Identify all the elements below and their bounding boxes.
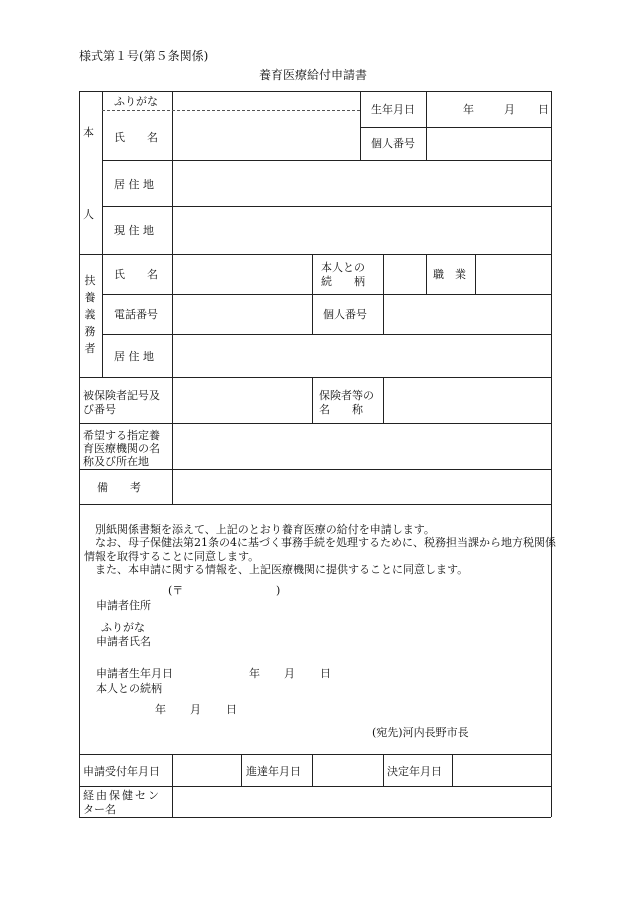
applicant-address-label: 申請者住所: [96, 599, 151, 612]
guardian-id-number-label: 個人番号: [323, 308, 367, 321]
guardian-name-field[interactable]: [173, 255, 311, 293]
applicant-birth-day-unit: 日: [320, 667, 331, 680]
health-center-label-2: ター名: [83, 803, 116, 816]
guardian-name-label: 氏 名: [114, 268, 158, 281]
declaration-paragraph-1: 別紙関係書類を添えて、上記のとおり養育医療の給付を申請します。: [95, 523, 435, 536]
applicant-birth-field[interactable]: [180, 664, 335, 680]
remarks-label: 備 考: [97, 481, 141, 494]
guardian-section-label: 扶 養 義 務 者: [84, 274, 96, 355]
guardian-phone-field[interactable]: [173, 295, 311, 333]
postal-close: ): [276, 584, 281, 597]
decision-date-field[interactable]: [453, 755, 550, 785]
progress-date-label: 進達年月日: [246, 765, 301, 778]
insurer-name-label-1: 保険者等の: [319, 389, 374, 402]
application-date-field[interactable]: [120, 700, 240, 716]
application-year-unit: 年: [155, 703, 166, 716]
person-current-address-field[interactable]: [173, 207, 550, 253]
facility-label-3: 称及び所在地: [83, 455, 149, 468]
application-month-unit: 月: [190, 703, 201, 716]
applicant-furigana-label: ふりがな: [101, 621, 145, 634]
person-birth-day-unit: 日: [538, 103, 549, 116]
decision-date-label: 決定年月日: [387, 765, 442, 778]
person-furigana-field[interactable]: [173, 92, 359, 109]
insurer-name-label-2: 名 称: [319, 403, 363, 416]
applicant-birth-label: 申請者生年月日: [96, 667, 173, 680]
form-title: 養育医療給付申請書: [259, 68, 368, 82]
received-date-field[interactable]: [173, 755, 240, 785]
person-residence-field[interactable]: [173, 161, 550, 205]
facility-label-1: 希望する指定養: [83, 429, 160, 442]
applicant-birth-month-unit: 月: [284, 667, 295, 680]
applicant-name-label: 申請者氏名: [96, 635, 151, 648]
addressee: (宛先)河内長野市長: [372, 726, 469, 739]
insurance-symbol-label-1: 被保険者記号及: [83, 389, 160, 402]
guardian-relation-field[interactable]: [384, 255, 425, 293]
health-center-label-1: 経由保健セン: [83, 789, 161, 802]
person-birthdate-field[interactable]: [427, 92, 550, 126]
guardian-phone-label: 電話番号: [114, 308, 158, 321]
person-name-field[interactable]: [173, 112, 359, 159]
guardian-residence-field[interactable]: [173, 335, 550, 376]
person-birthdate-label: 生年月日: [371, 103, 415, 116]
person-id-number-field[interactable]: [427, 128, 550, 159]
person-section-char-2: 人: [83, 208, 94, 221]
applicant-relation-label: 本人との続柄: [96, 682, 162, 695]
declaration-paragraph-2: なお、母子保健法第21条の4に基づく事務手続を処理するために、税務担当課から地方税関係情報を取得することに同意します。: [84, 536, 556, 563]
remarks-field[interactable]: [173, 470, 550, 503]
person-id-number-label: 個人番号: [371, 137, 415, 150]
insurance-symbol-label-2: び番号: [83, 403, 116, 416]
applicant-name-field[interactable]: [160, 618, 490, 648]
guardian-occupation-field[interactable]: [476, 255, 550, 293]
declaration-paragraph-3: また、本申請に関する情報を、上記医療機関に提供することに同意します。: [95, 563, 469, 576]
application-day-unit: 日: [226, 703, 237, 716]
guardian-relation-label-1: 本人との: [321, 261, 365, 274]
guardian-relation-label-2: 続 柄: [321, 275, 365, 288]
form-number: 様式第１号(第５条関係): [79, 49, 209, 63]
insurer-name-field[interactable]: [384, 378, 550, 422]
facility-label-2: 育医療機関の名: [83, 442, 160, 455]
person-section-char-1: 本: [83, 126, 94, 139]
postal-code-field[interactable]: [186, 582, 274, 597]
received-date-label: 申請受付年月日: [83, 765, 160, 778]
applicant-relation-field[interactable]: [172, 679, 332, 695]
person-residence-label: 居 住 地: [114, 178, 154, 191]
applicant-address-field[interactable]: [160, 596, 490, 612]
insurance-symbol-field[interactable]: [173, 378, 311, 422]
person-birth-month-unit: 月: [504, 103, 515, 116]
person-name-label: 氏 名: [114, 131, 158, 144]
progress-date-field[interactable]: [313, 755, 382, 785]
postal-open: (〒: [168, 584, 184, 597]
health-center-field[interactable]: [173, 787, 550, 816]
guardian-occupation-label: 職 業: [433, 268, 466, 281]
applicant-birth-year-unit: 年: [249, 667, 260, 680]
person-current-address-label: 現 住 地: [114, 224, 154, 237]
guardian-id-number-field[interactable]: [384, 295, 550, 333]
guardian-residence-label: 居 住 地: [114, 350, 154, 363]
facility-field[interactable]: [173, 424, 550, 468]
person-birth-year-unit: 年: [463, 103, 474, 116]
person-furigana-label: ふりがな: [114, 95, 158, 108]
